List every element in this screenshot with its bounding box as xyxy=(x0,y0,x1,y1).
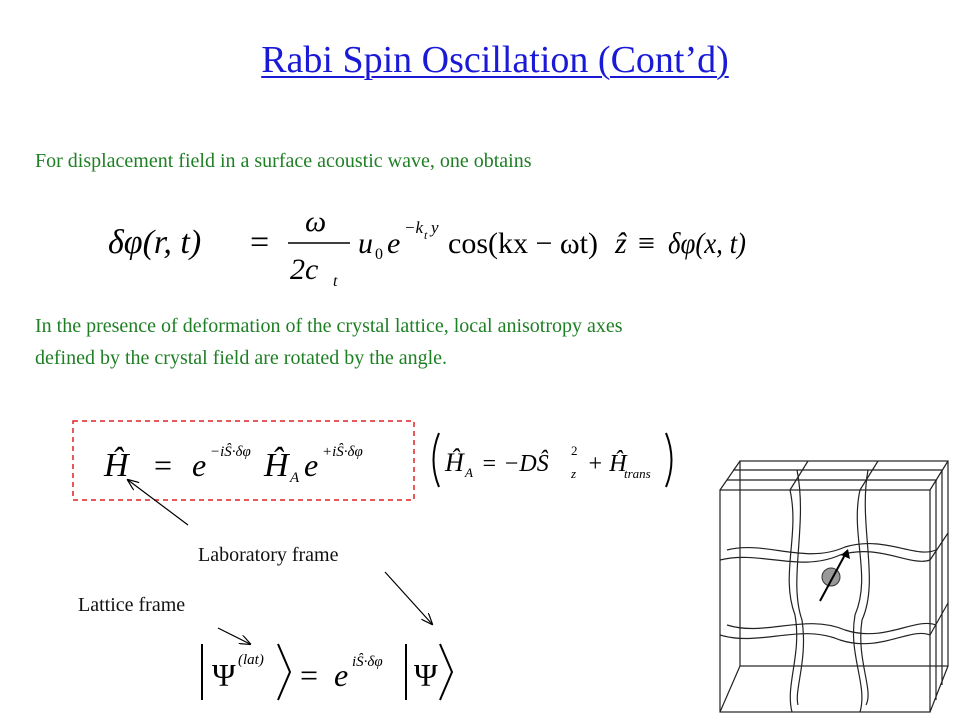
paragraph-line-2: defined by the crystal field are rotated by the angle. xyxy=(35,347,448,369)
ket-right xyxy=(278,644,290,700)
slide-title: Rabi Spin Oscillation (Cont’d) xyxy=(261,39,729,81)
eq1-u-sub: 0 xyxy=(375,246,383,263)
eq1-frac-den: 2c xyxy=(290,253,319,286)
eq3-ha: Ĥ xyxy=(445,448,464,477)
eq4-e: e xyxy=(334,657,349,693)
eq3-eq: = −DŜ xyxy=(481,451,549,477)
eq2-equals: = xyxy=(154,447,173,483)
eq3-sup: 2 xyxy=(571,443,578,458)
eq2-exp1: −iŜ·δφ xyxy=(210,444,251,460)
spin-arrow-head xyxy=(841,549,850,559)
eq1-exp-tail: y xyxy=(431,218,439,237)
eq3-plus: + Ĥ xyxy=(587,451,627,477)
eq3-trans: trans xyxy=(624,466,651,481)
eq3-sz-sub: z xyxy=(571,466,577,481)
laboratory-frame-label: Laboratory frame xyxy=(198,544,339,566)
eq1-u: u xyxy=(358,227,373,260)
eq2-e1: e xyxy=(192,447,207,483)
wavefunction-equation xyxy=(190,638,470,708)
eq4-psi2: Ψ xyxy=(414,657,438,693)
eq4-psi: Ψ xyxy=(212,657,236,693)
eq1-equals: = xyxy=(250,224,270,261)
eq3-ha-sub: A xyxy=(465,465,473,480)
eq1-frac-den-sub: t xyxy=(333,273,338,290)
paragraph-line-1: In the presence of deformation of the crystal lattice, local anisotropy axes xyxy=(35,315,623,337)
eq1-cos: cos(kx − ωt) xyxy=(448,227,598,260)
eq4-exp: iŜ·δφ xyxy=(352,654,383,670)
lattice-frame-label: Lattice frame xyxy=(78,594,186,616)
ket-right-2 xyxy=(440,644,452,700)
intro-text: For displacement field in a surface acoustic wave, one obtains xyxy=(35,150,532,172)
laboratory-frame-arrow xyxy=(128,480,188,525)
to-psi-arrow xyxy=(385,572,432,624)
eq1-e: e xyxy=(387,227,401,260)
deformed-lattice-cube xyxy=(700,455,960,720)
eq2-h: Ĥ xyxy=(104,447,129,484)
eq1-rhs: δφ(x, t) xyxy=(668,227,746,260)
eq4-eq: = xyxy=(300,657,319,693)
eq1-lhs: δφ(r, t) xyxy=(108,224,202,261)
eq1-exp-sub: t xyxy=(424,228,428,242)
cube-front-face xyxy=(720,490,930,712)
eq2-ha-sub: A xyxy=(290,470,300,486)
eq4-psi-sup: (lat) xyxy=(238,652,264,668)
eq2-e2: e xyxy=(304,447,319,483)
eq1-frac-num: ω xyxy=(305,205,327,238)
eq1-exp: −k xyxy=(404,218,424,237)
eq2-exp2: +iŜ·δφ xyxy=(322,444,363,460)
eq1-equiv: ≡ xyxy=(638,227,655,260)
cube-back-face xyxy=(740,461,948,666)
eq2-ha: Ĥ xyxy=(264,447,289,484)
eq1-zhat: ẑ xyxy=(615,227,627,260)
